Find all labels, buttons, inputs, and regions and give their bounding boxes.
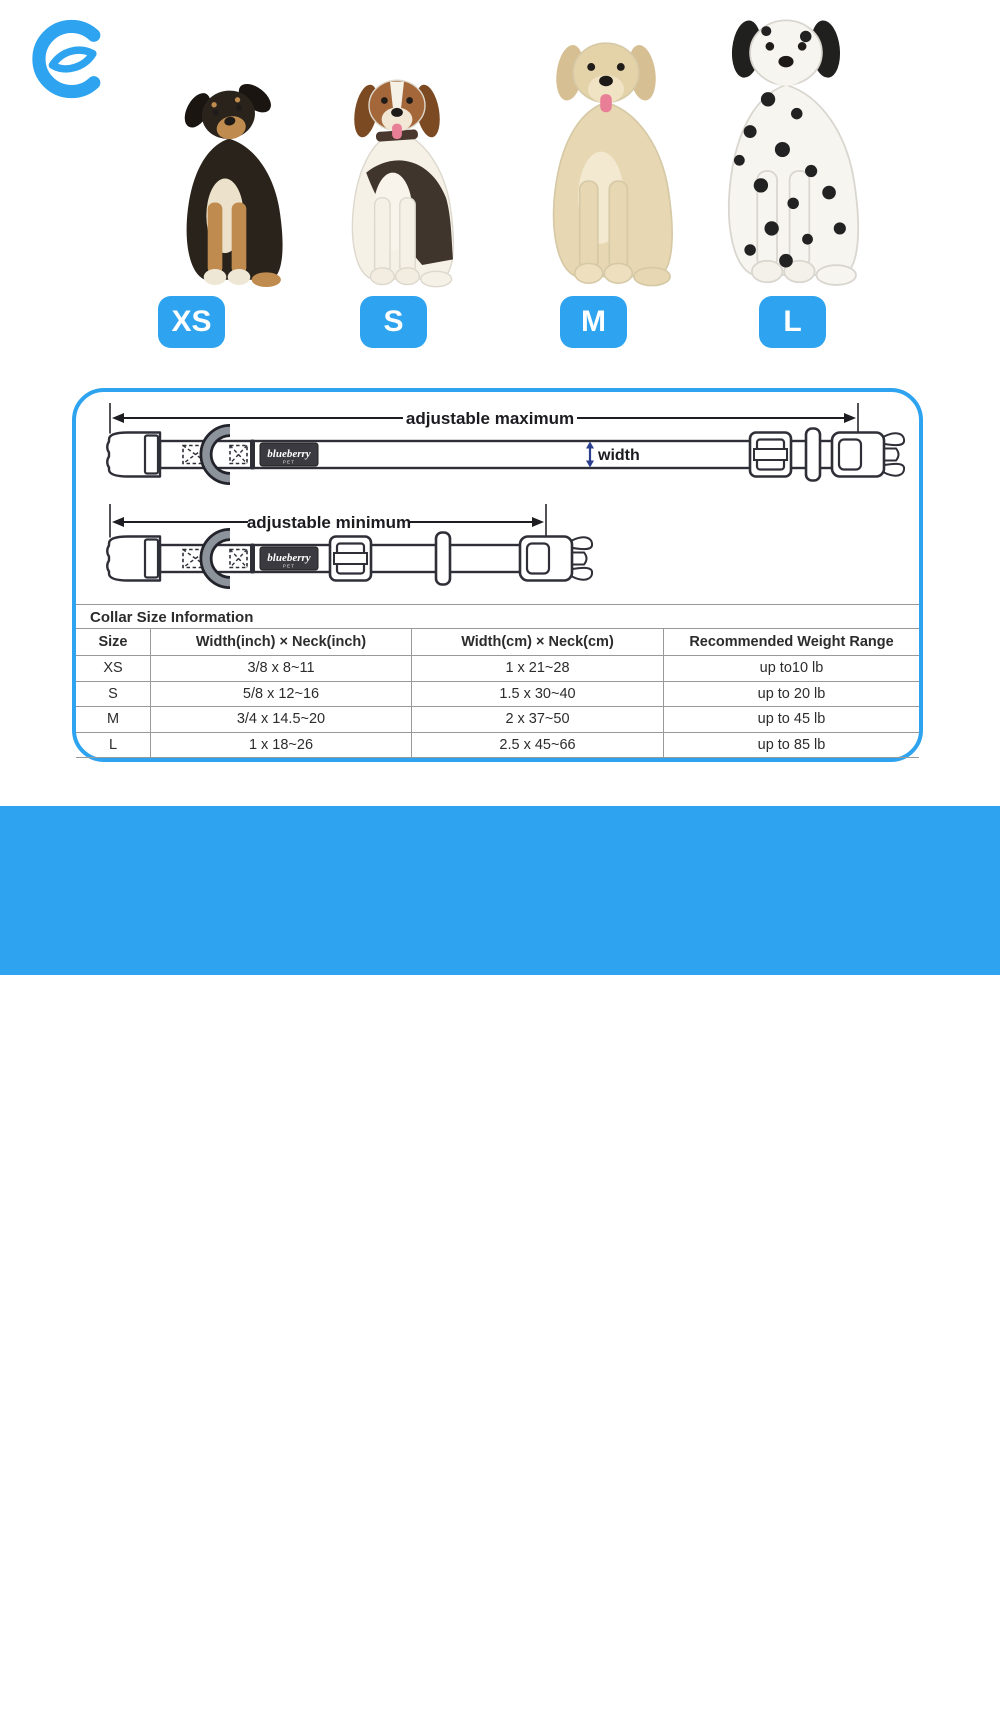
collar-size-table xyxy=(76,604,919,758)
adjustable-minimum-label: adjustable minimum xyxy=(246,513,412,532)
width-label: width xyxy=(598,447,640,464)
dog-image-l-dalmatian xyxy=(704,6,868,293)
table-header-cm: Width(cm) × Neck(cm) xyxy=(411,629,663,656)
collar-tag-sub-label: PET xyxy=(282,459,296,465)
size-badge-l: L xyxy=(759,296,826,348)
table-cell: 1.5 x 30~40 xyxy=(411,682,663,708)
table-header-size: Size xyxy=(76,629,150,656)
alert-exclamation-circle-icon xyxy=(30,1661,82,1713)
adjustable-maximum-label: adjustable maximum xyxy=(405,409,575,428)
blueberry-logo-icon xyxy=(26,10,114,108)
collar-diagram-minimum xyxy=(107,504,592,585)
tips-line-2: enough to fit 2 fingers between dog's neck and their collar. xyxy=(158,1700,912,1730)
collar-tag-brand-label: blueberry xyxy=(267,448,311,460)
table-cell: up to 45 lb xyxy=(663,707,919,733)
collar-tag-brand-label: blueberry xyxy=(267,552,311,564)
table-cell: up to 85 lb xyxy=(663,733,919,759)
table-cell: XS xyxy=(76,656,150,682)
collar-measurement-diagram xyxy=(76,392,919,604)
table-cell: L xyxy=(76,733,150,759)
table-cell: up to10 lb xyxy=(663,656,919,682)
tips-banner xyxy=(0,806,1000,1730)
table-cell: 1 x 21~28 xyxy=(411,656,663,682)
table-cell: 3/4 x 14.5~20 xyxy=(150,707,411,733)
collar-diagram-maximum xyxy=(107,403,904,481)
table-cell: S xyxy=(76,682,150,708)
table-cell: 2 x 37~50 xyxy=(411,707,663,733)
table-cell: M xyxy=(76,707,150,733)
table-header-inch: Width(inch) × Neck(inch) xyxy=(150,629,411,656)
dog-image-xs-puppy xyxy=(138,80,320,293)
dog-image-s-beagle xyxy=(320,60,474,293)
size-badge-m: M xyxy=(560,296,627,348)
dog-image-m-golden-retriever xyxy=(510,30,702,293)
table-title: Collar Size Information xyxy=(76,604,919,629)
table-cell: up to 20 lb xyxy=(663,682,919,708)
size-badge-xs: XS xyxy=(158,296,225,348)
collar-tag-sub-label: PET xyxy=(282,563,296,569)
tips-text xyxy=(95,1663,975,1733)
tips-line-1: Tips: Measure the circumference of pet's neck. It should be snug xyxy=(119,1665,951,1695)
table-header-weight: Recommended Weight Range xyxy=(663,629,919,656)
table-cell: 1 x 18~26 xyxy=(150,733,411,759)
table-cell: 5/8 x 12~16 xyxy=(150,682,411,708)
table-cell: 3/8 x 8~11 xyxy=(150,656,411,682)
size-badge-s: S xyxy=(360,296,427,348)
table-cell: 2.5 x 45~66 xyxy=(411,733,663,759)
